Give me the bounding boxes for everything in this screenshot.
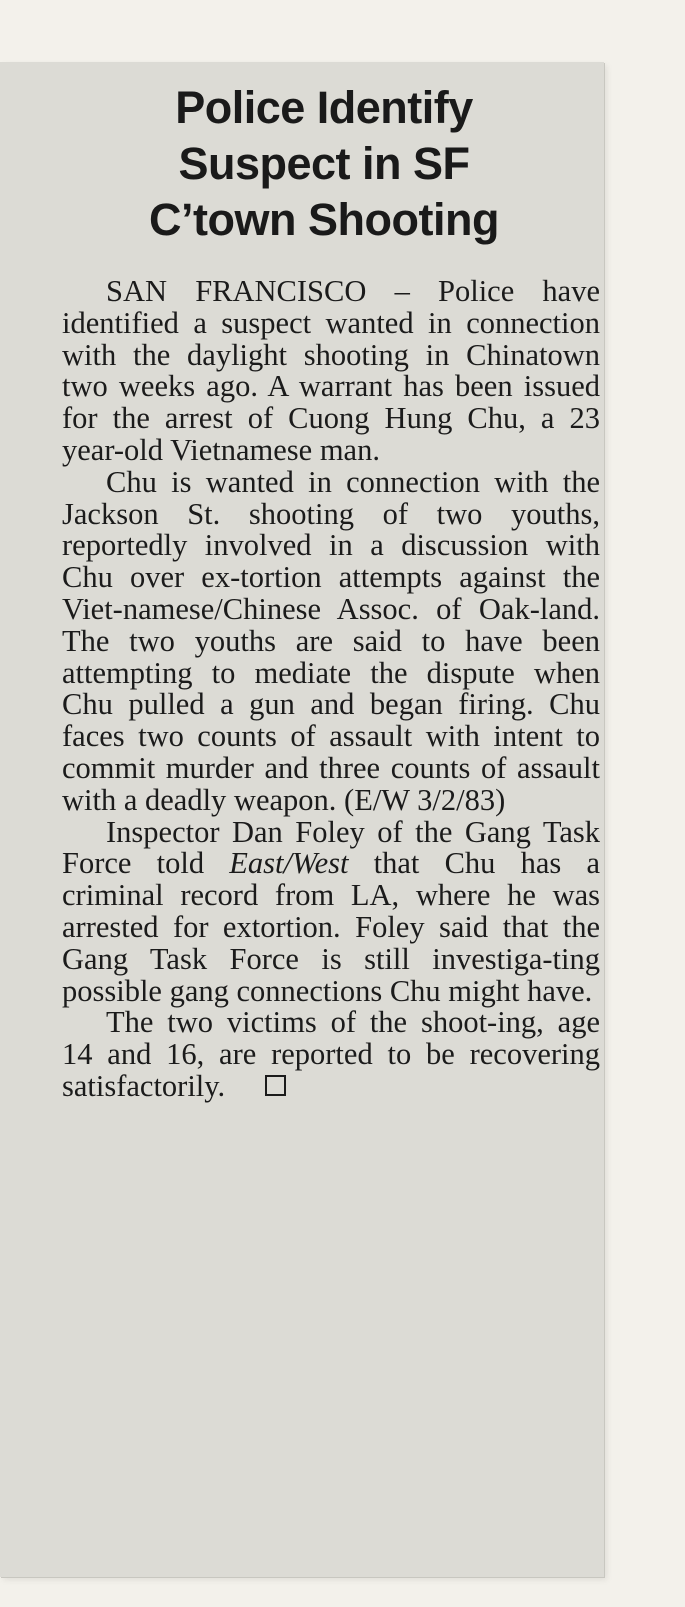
article-body — [62, 276, 600, 1103]
paragraph-1: SAN FRANCISCO – Police have identified a suspect wanted in connection with the daylight shooting in Chinatown two weeks ago. A warrant has been issued for the arrest of Cuong Hung Chu, a 23 year-old Vietnamese man. — [62, 274, 600, 467]
paragraph-3 — [62, 814, 600, 1008]
end-mark-icon — [265, 1075, 286, 1096]
paragraph-4 — [62, 1007, 600, 1102]
headline-line-1: Police Identify — [175, 82, 473, 133]
publication-name: East/West — [229, 846, 349, 881]
article-headline — [0, 80, 648, 248]
headline-line-3: C’town Shooting — [149, 194, 499, 245]
newspaper-clipping — [0, 62, 604, 1577]
headline-line-2: Suspect in SF — [178, 138, 470, 189]
paragraph-2: Chu is wanted in connection with the Jackson St. shooting of two youths, reportedly involved in a discussion with Chu over ex-tortion attempts against the Viet-namese/Chinese Assoc. of Oak-land. The two youths are said to have been attempting to mediate the dispute when Chu pulled a gun and began firing. Chu faces two counts of assault with intent to commit murder and three counts of assault with a deadly weapon. (E/W 3/2/83) — [62, 464, 600, 817]
paragraph-3-lead: Inspector Dan Foley of the Gang Task Force told — [62, 814, 600, 881]
paragraph-4-text: The two victims of the shoot-ing, age 14 and 16, are reported to be recovering satisfactorily. — [62, 1005, 600, 1103]
paragraph-3-rest: that Chu has a criminal record from LA, where he was arrested for extortion. Foley said that the Gang Task Force is still investiga-ting possible gang connections Chu might have. — [62, 846, 600, 1008]
